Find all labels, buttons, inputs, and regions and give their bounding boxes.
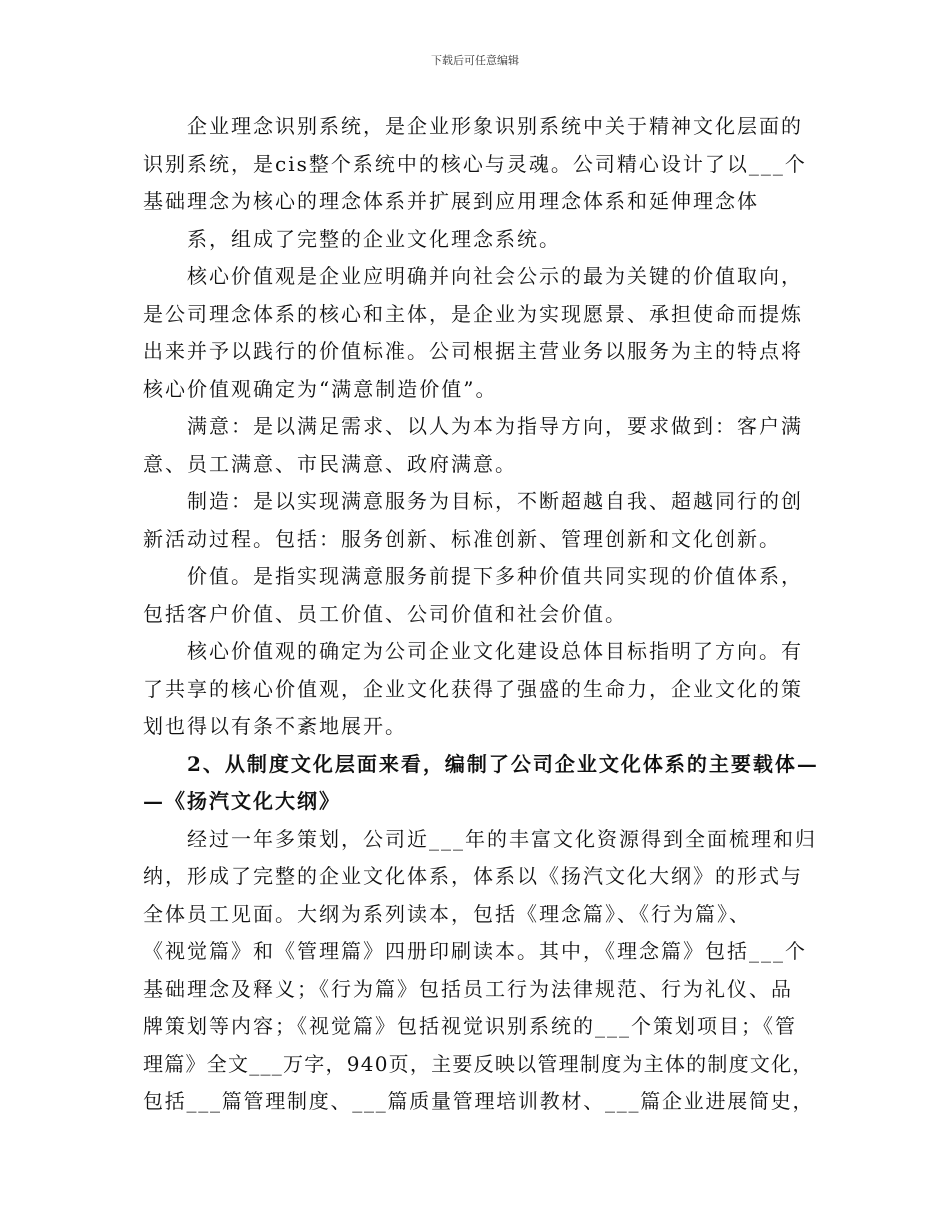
body-text-line: 是公司理念体系的核心和主体，是企业为实现愿景、承担使命而提炼 — [143, 301, 803, 326]
body-text-line: 包括客户价值、员工价值、公司价值和社会价值。 — [143, 601, 627, 626]
body-text-line: 价值。是指实现满意服务前提下多种价值共同实现的价值体系， — [187, 564, 803, 588]
section-heading-line: 2、从制度文化层面来看，编制了公司企业文化体系的主要载体— — [187, 751, 819, 776]
body-text-line: 制造：是以实现满意服务为目标，不断超越自我、超越同行的创 — [187, 489, 803, 513]
body-text-line: 核心价值观确定为“满意制造价值”。 — [143, 376, 498, 401]
body-text-line: 核心价值观是企业应明确并向社会公示的最为关键的价值取向， — [187, 264, 803, 288]
section-heading-line: —《扬汽文化大纲》 — [143, 789, 341, 813]
body-text-line: 企业理念识别系统，是企业形象识别系统中关于精神文化层面的 — [187, 114, 803, 138]
body-text-line: 识别系统，是cis整个系统中的核心与灵魂。公司精心设计了以___个 — [143, 151, 807, 176]
body-text-line: 系，组成了完整的企业文化理念系统。 — [187, 226, 561, 251]
body-text-line: 理篇》全文___万字，940页，主要反映以管理制度为主体的制度文化， — [143, 1051, 814, 1076]
body-text-line: 基础理念为核心的理念体系并扩展到应用理念体系和延伸理念体 — [143, 189, 759, 213]
body-text-line: 划也得以有条不紊地展开。 — [143, 714, 407, 738]
page-header: 下载后可任意编辑 — [431, 54, 519, 67]
body-text-line: 了共享的核心价值观，企业文化获得了强盛的生命力，企业文化的策 — [143, 676, 803, 701]
body-text-line: 基础理念及释义；《行为篇》包括员工行为法律规范、行为礼仪、品 — [143, 976, 793, 1001]
body-text-line: 意、员工满意、市民满意、政府满意。 — [143, 451, 517, 476]
body-text-line: 全体员工见面。大纲为系列读本，包括《理念篇》、《行为篇》、 — [143, 901, 751, 926]
body-text-line: 经过一年多策划，公司近___年的丰富文化资源得到全面梳理和归 — [187, 826, 817, 851]
body-text-line: 牌策划等内容；《视觉篇》包括视觉识别系统的___个策划项目；《管 — [143, 1014, 797, 1038]
body-text-line: 核心价值观的确定为公司企业文化建设总体目标指明了方向。有 — [187, 639, 803, 663]
body-text-line: 纳，形成了完整的企业文化体系，体系以《扬汽文化大纲》的形式与 — [143, 864, 803, 888]
body-text-line: 包括___篇管理制度、___篇质量管理培训教材、___篇企业进展简史， — [143, 1089, 815, 1113]
body-text-line: 新活动过程。包括：服务创新、标准创新、管理创新和文化创新。 — [143, 526, 781, 551]
body-text-line: 《视觉篇》和《管理篇》四册印刷读本。其中，《理念篇》包括___个 — [143, 939, 807, 963]
body-text-line: 出来并予以践行的价值标准。公司根据主营业务以服务为主的特点将 — [143, 339, 803, 363]
document-body — [143, 108, 818, 1121]
body-text-line: 满意：是以满足需求、以人为本为指导方向，要求做到：客户满 — [187, 414, 803, 438]
